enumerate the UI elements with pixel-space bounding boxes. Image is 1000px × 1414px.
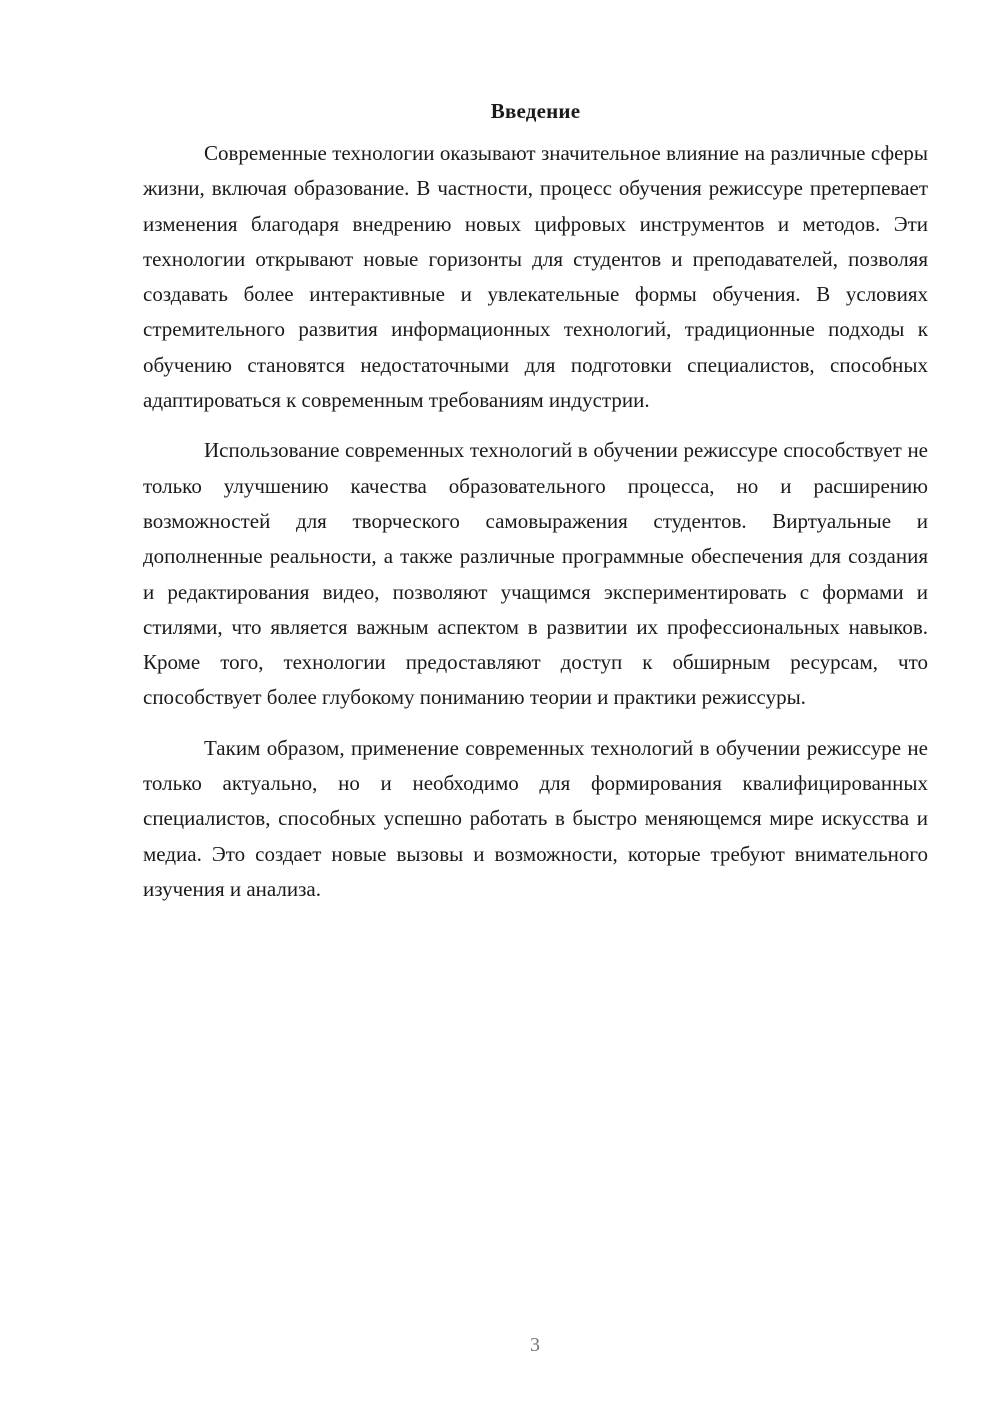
paragraph-3: Таким образом, применение современных технологий в обучении режиссуре не только актуально, но и необходимо для формирования квалифицированных специалистов, способных успешно работать в быстро меняющемся мире искусства и медиа. Это создает новые вызовы и возможности, которые требуют внимательного изучения и анализа. <box>143 735 928 901</box>
page-content <box>143 96 928 907</box>
page-number: 3 <box>530 1334 540 1356</box>
section-heading: Введение <box>490 99 581 123</box>
paragraph-2: Использование современных технологий в обучении режиссуре способствует не только улучшению качества образовательного процесса, но и расширению возможностей для творческого самовыражения студентов. Виртуальные и дополненные реальности, а также различные программные обеспечения для создания и редактирования видео, позволяют учащимся экспериментировать с формами и стилями, что является важным аспектом в развитии их профессиональных навыков. Кроме того, технологии предоставляют доступ к обширным ресурсам, что способствует более глубокому пониманию теории и практики режиссуры. <box>143 438 928 710</box>
paragraph-1: Современные технологии оказывают значительное влияние на различные сферы жизни, включая образование. В частности, процесс обучения режиссуре претерпевает изменения благодаря внедрению новых цифровых инструментов и методов. Эти технологии открывают новые горизонты для студентов и преподавателей, позволяя создавать более интерактивные и увлекательные формы обучения. В условиях стремительного развития информационных технологий, традиционные подходы к обучению становятся недостаточными для подготовки специалистов, способных адаптироваться к современным требованиям индустрии. <box>143 141 928 413</box>
